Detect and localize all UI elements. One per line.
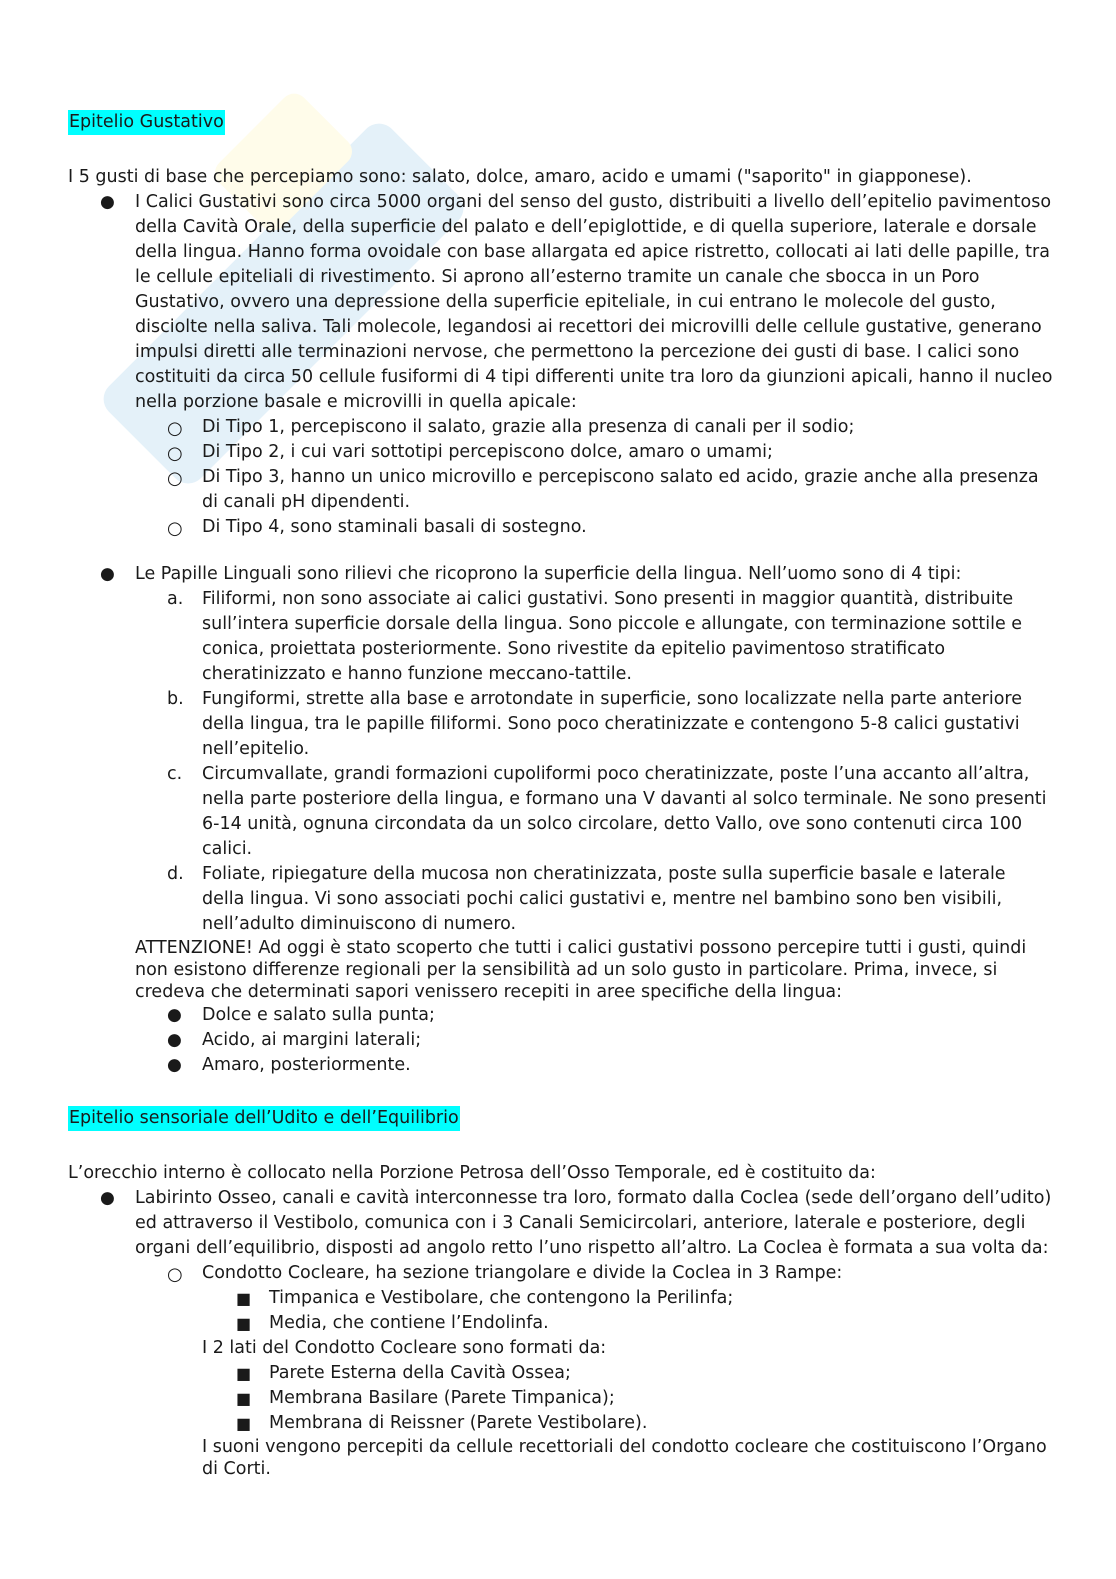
- papille-text: Le Papille Linguali sono rilievi che ricoprono la superficie della lingua. Nell’uomo sono di 4 tipi:: [135, 564, 962, 584]
- list-item-text: Foliate, ripiegature della mucosa non cheratinizzata, poste sulla superficie basale e laterale della lingua. Vi sono associati pochi calici gustativi e, mentre nel bambino sono ben visibili, nell’adulto diminuiscono di numero.: [202, 864, 1006, 934]
- list-item: ○ Di Tipo 3, hanno un unico microvillo e percepiscono salato ed acido, grazie anche alla presenza di canali pH dipendenti.: [135, 465, 1053, 515]
- regions-list: [135, 1003, 1053, 1078]
- list-item-calici: [68, 190, 1053, 562]
- calici-text: I Calici Gustativi sono circa 5000 organi del senso del gusto, distribuiti a livello dell’epitelio pavimentoso della Cavità Orale, della superficie del palato e dell’epiglottide, e di quella superiore, laterale e dorsale della lingua. Hanno forma ovoidale con base allargata ed apice ristretto, collocati ai lati delle papille, tra le cellule epiteliali di rivestimento. Si aprono all’esterno tramite un canale che sbocca in un Poro Gustativo, ovvero una depressione della superficie epiteliale, in cui entrano le molecole del gusto, disciolte nella saliva. Tali molecole, legandosi ai recettori dei microvilli delle cellule gustative, generano impulsi diretti alle terminazioni nervose, che permettono la percezione dei gusti di base. I calici sono costituiti da circa 50 cellule fusiformi di 4 tipi differenti unite tra loro da giunzioni apicali, hanno il nucleo nella porzione basale e microvilli in quella apicale:: [135, 192, 1053, 412]
- list-item-condotto: [135, 1261, 1053, 1286]
- lati-list: [135, 1361, 1053, 1436]
- list-item-text: Filiformi, non sono associate ai calici gustativi. Sono presenti in maggior quantità, distribuite sull’intera superficie dorsale della lingua. Sono piccole e allungate, con terminazione sottile e conica, proiettata posteriormente. Sono rivestite da epitelio pavimentoso stratificato cheratinizzato e hanno funzione meccano-tattile.: [202, 589, 1023, 684]
- list-letter: b.: [167, 689, 184, 709]
- list-item: ■ Membrana Basilare (Parete Timpanica);: [202, 1386, 1053, 1411]
- list-letter: c.: [167, 764, 183, 784]
- gustativo-list: [68, 190, 1053, 1078]
- list-item: ■ Parete Esterna della Cavità Ossea;: [202, 1361, 1053, 1386]
- list-item: ● Dolce e salato sulla punta;: [135, 1003, 1053, 1028]
- list-item-papille: [68, 562, 1053, 1078]
- list-item: [135, 587, 1053, 687]
- list-item: ○ Di Tipo 4, sono staminali basali di sostegno.: [135, 515, 1053, 540]
- list-item-labirinto: [68, 1186, 1053, 1480]
- list-letter: a.: [167, 589, 184, 609]
- list-item: [135, 762, 1053, 862]
- list-item: [135, 687, 1053, 762]
- suoni-text: I suoni vengono percepiti da cellule recettoriali del condotto cocleare che costituiscono l’Organo di Corti.: [202, 1437, 1047, 1479]
- lati-intro: I 2 lati del Condotto Cocleare sono formati da:: [202, 1338, 607, 1358]
- orecchio-intro: L’orecchio interno è collocato nella Porzione Petrosa dell’Osso Temporale, ed è costituito da:: [68, 1163, 876, 1183]
- list-item: ■ Timpanica e Vestibolare, che contengono la Perilinfa;: [202, 1286, 1053, 1311]
- rampe-list: [135, 1286, 1053, 1336]
- list-letter: d.: [167, 864, 184, 884]
- list-item-text: Circumvallate, grandi formazioni cupoliformi poco cheratinizzate, poste l’una accanto all’altra, nella parte posteriore della lingua, e formano una V davanti al solco terminale. Ne sono presenti 6-14 unità, ognuna circondata da un solco circolare, detto Vallo, ove sono contenuti circa 100 calici.: [202, 764, 1047, 859]
- section-title-gustativo: Epitelio Gustativo: [68, 110, 225, 135]
- list-item: ● Acido, ai margini laterali;: [135, 1028, 1053, 1053]
- section-udito: [68, 1106, 1053, 1480]
- list-item: ■ Media, che contiene l’Endolinfa.: [202, 1311, 1053, 1336]
- section-title-udito: Epitelio sensoriale dell’Udito e dell’Equilibrio: [68, 1106, 460, 1131]
- attenzione-note: ATTENZIONE! Ad oggi è stato scoperto che tutti i calici gustativi possono percepire tutti i gusti, quindi non esistono differenze regionali per la sensibilità ad un solo gusto in particolare. Prima, invece, si credeva che determinati sapori venissero recepiti in aree specifiche della lingua:: [135, 938, 1027, 1002]
- udito-list: [68, 1186, 1053, 1480]
- coclea-list: [135, 1261, 1053, 1286]
- section-gustativo: [68, 110, 1053, 1078]
- papille-types-list: [135, 587, 1053, 937]
- condotto-text: Condotto Cocleare, ha sezione triangolare e divide la Coclea in 3 Rampe:: [202, 1263, 843, 1283]
- list-item: ○ Di Tipo 2, i cui vari sottotipi percepiscono dolce, amaro o umami;: [135, 440, 1053, 465]
- calici-types-list: [135, 415, 1053, 540]
- list-item: [135, 862, 1053, 937]
- list-item-text: Fungiformi, strette alla base e arrotondate in superficie, sono localizzate nella parte anteriore della lingua, tra le papille filiformi. Sono poco cheratinizzate e contengono 5-8 calici gustativi nell’epitelio.: [202, 689, 1022, 759]
- gusti-intro: I 5 gusti di base che percepiamo sono: salato, dolce, amaro, acido e umami ("saporito" in giapponese).: [68, 167, 972, 187]
- labirinto-text: Labirinto Osseo, canali e cavità interconnesse tra loro, formato dalla Coclea (sede dell’organo dell’udito) ed attraverso il Vestibolo, comunica con i 3 Canali Semicircolari, anteriore, laterale e posteriore, degli organi dell’equilibrio, disposti ad angolo retto l’uno rispetto all’altro. La Coclea è formata a sua volta da:: [135, 1188, 1052, 1258]
- document-page: [68, 110, 1053, 1480]
- list-item: ● Amaro, posteriormente.: [135, 1053, 1053, 1078]
- list-item: ■ Membrana di Reissner (Parete Vestibolare).: [202, 1411, 1053, 1436]
- list-item: ○ Di Tipo 1, percepiscono il salato, grazie alla presenza di canali per il sodio;: [135, 415, 1053, 440]
